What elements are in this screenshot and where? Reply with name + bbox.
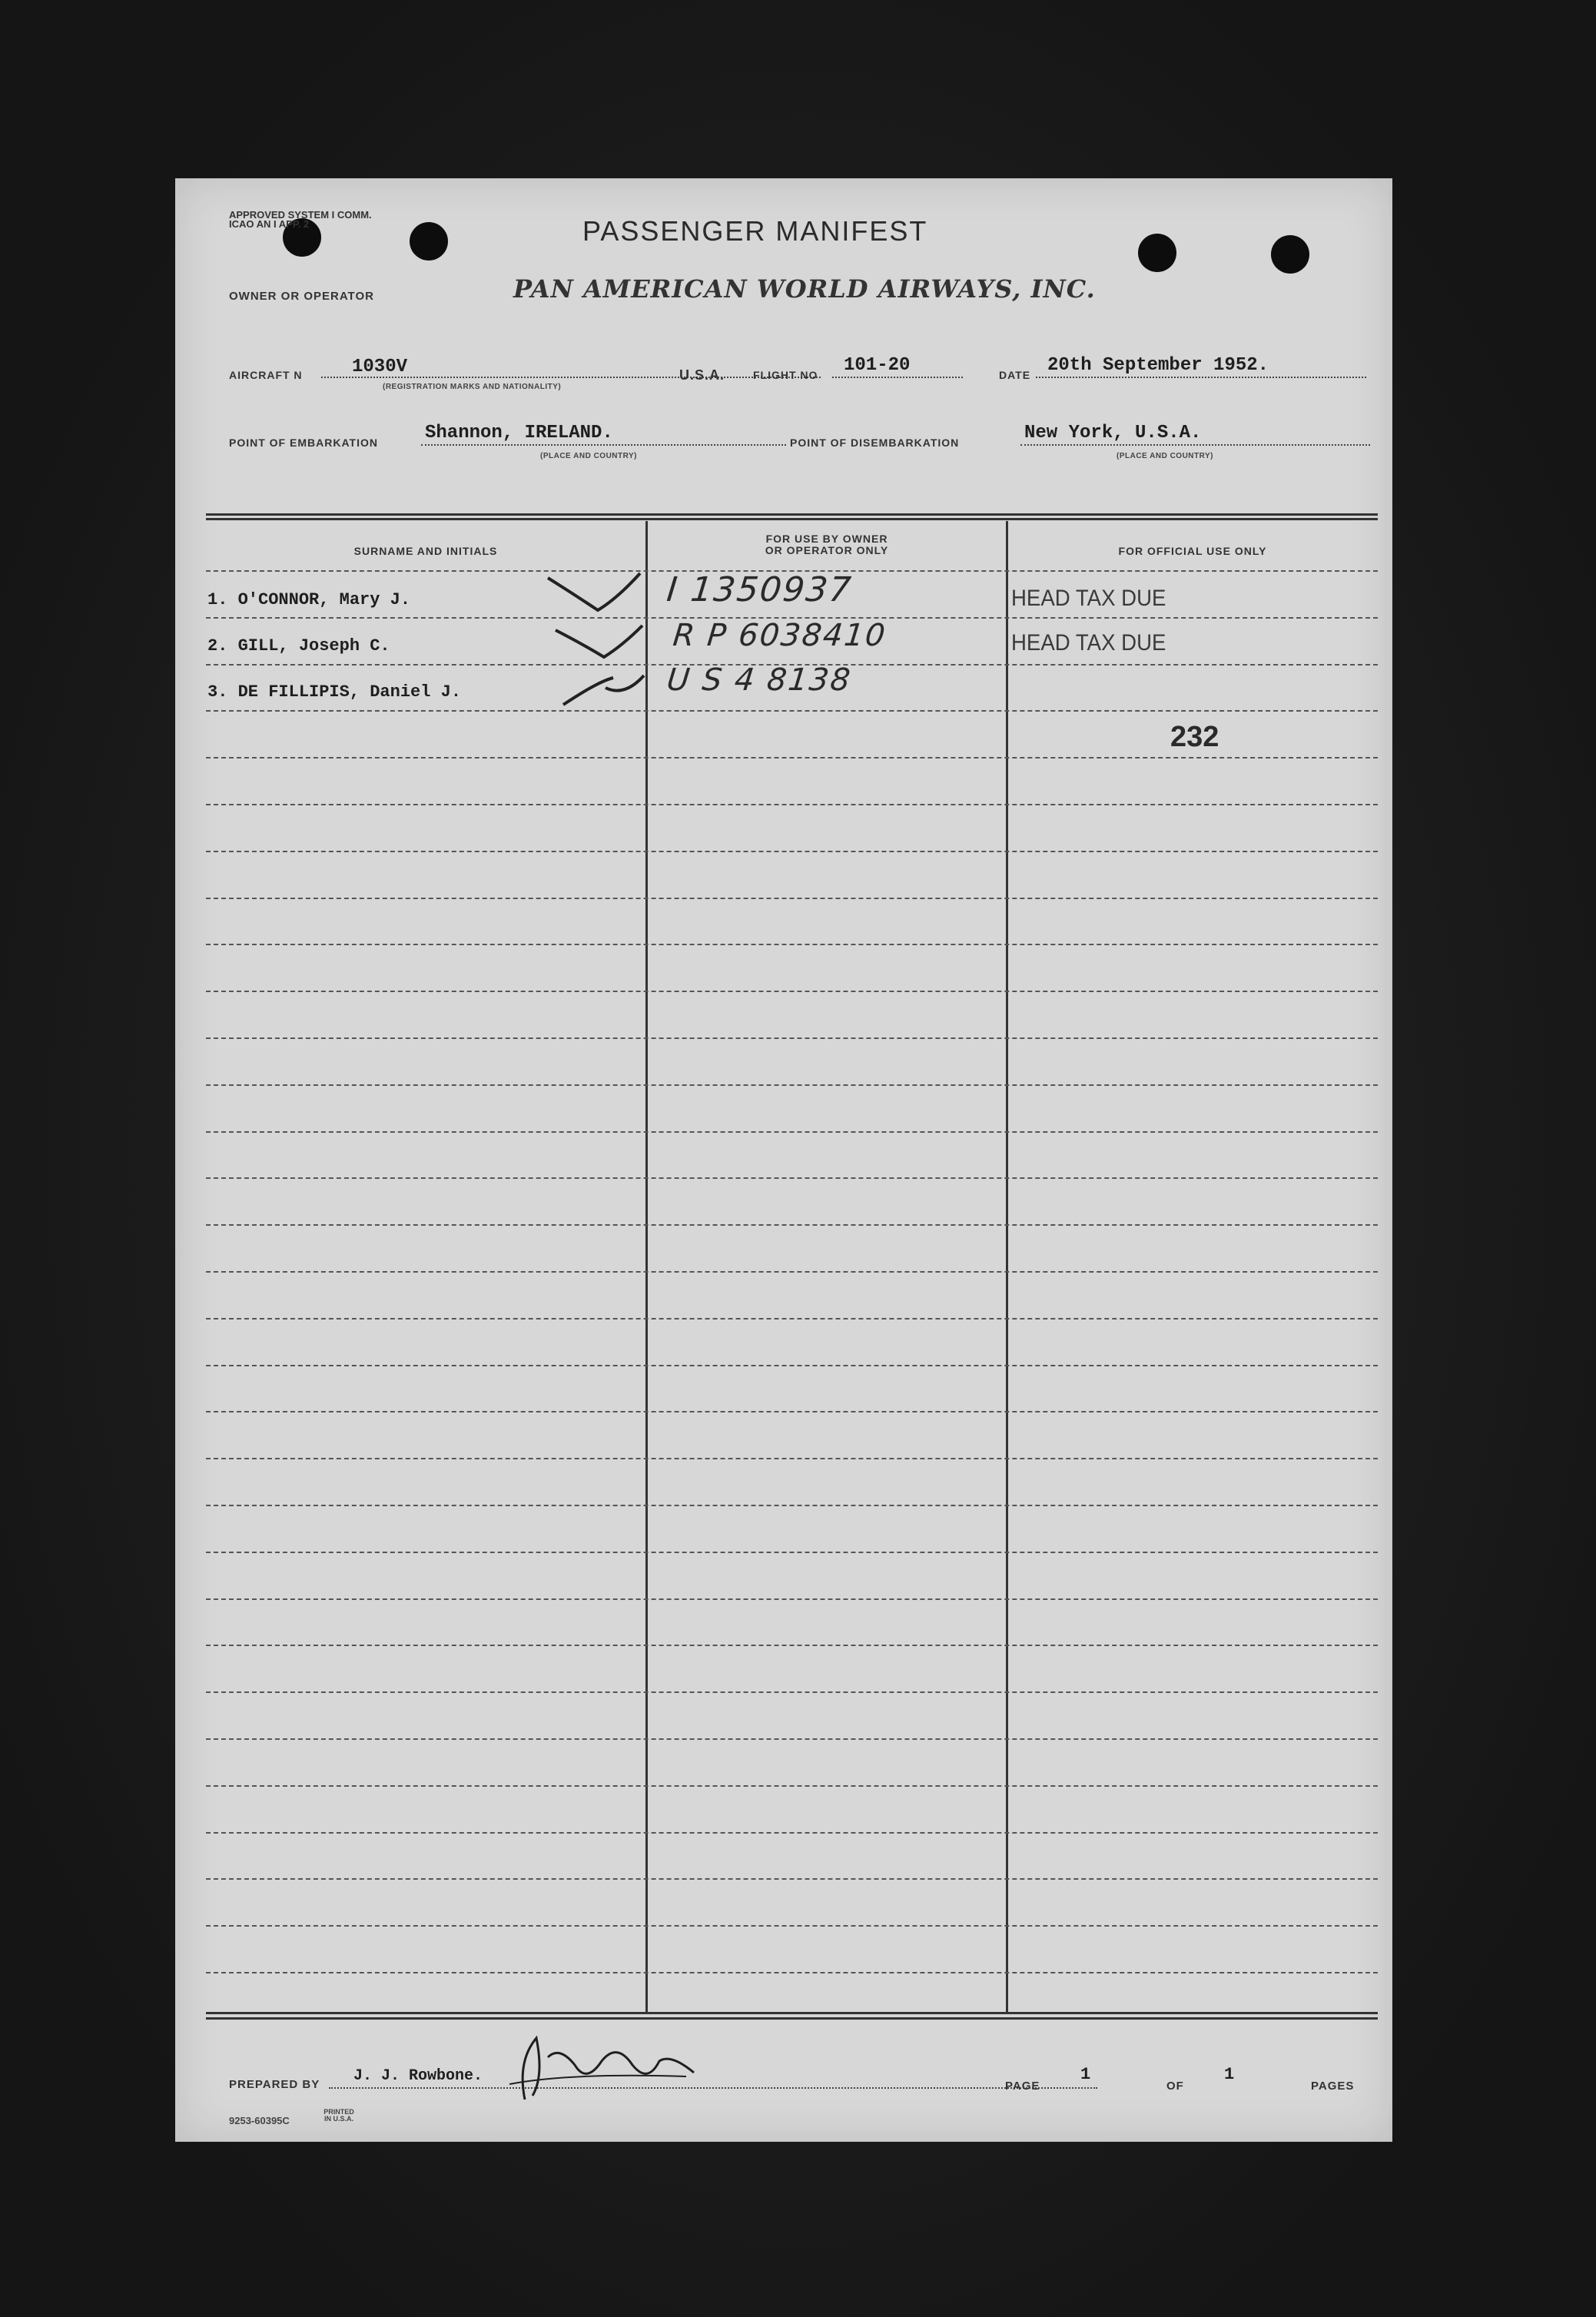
table-row <box>206 1318 1378 1319</box>
table-top-rule <box>206 513 1378 516</box>
check-mark-icon <box>552 622 648 665</box>
column-header-surname: SURNAME AND INITIALS <box>353 545 498 557</box>
punch-hole <box>1271 235 1309 274</box>
check-mark-icon <box>544 572 648 618</box>
table-row <box>206 1645 1378 1646</box>
punch-hole <box>410 222 448 261</box>
manifest-page <box>175 178 1392 2142</box>
flight-label: FLIGHT NO <box>753 369 818 381</box>
embarkation-label: POINT OF EMBARKATION <box>229 437 378 449</box>
approval-note: APPROVED SYSTEM I COMM. ICAO AN I APP. 2 <box>229 209 372 230</box>
table-row <box>206 1131 1378 1133</box>
column-header-owner-use-line2: OR OPERATOR ONLY <box>765 544 889 556</box>
table-row <box>206 1365 1378 1366</box>
passenger-name: 3. DE FILLIPIS, Daniel J. <box>207 682 462 702</box>
table-row <box>206 1738 1378 1740</box>
table-top-rule-2 <box>206 518 1378 520</box>
passenger-document-number: U S 4 8138 <box>665 662 854 698</box>
page-label: PAGE <box>1005 2080 1040 2093</box>
passenger-name: 2. GILL, Joseph C. <box>207 636 390 656</box>
disembarkation-sublabel: (PLACE AND COUNTRY) <box>1117 452 1213 460</box>
table-row <box>206 1458 1378 1459</box>
flight-value: 101-20 <box>844 355 911 376</box>
official-note: 232 <box>1170 721 1219 753</box>
table-row <box>206 944 1378 945</box>
column-header-official: FOR OFFICIAL USE ONLY <box>1118 545 1267 557</box>
table-bottom-rule-2 <box>206 2017 1378 2020</box>
page-number: 1 <box>1080 2065 1091 2084</box>
signature-icon <box>502 2030 702 2107</box>
usa-label: U.S.A. <box>679 367 725 383</box>
table-row <box>206 1505 1378 1506</box>
airline-name: PAN AMERICAN WORLD AIRWAYS, INC. <box>513 274 1096 304</box>
aircraft-value: 1030V <box>352 357 408 377</box>
aircraft-label: AIRCRAFT N <box>229 369 303 381</box>
embarkation-value: Shannon, IRELAND. <box>425 423 613 443</box>
passenger-document-number: I 1350937 <box>665 570 854 609</box>
check-mark-icon <box>559 674 648 712</box>
embarkation-sublabel: (PLACE AND COUNTRY) <box>540 452 637 460</box>
embarkation-underline <box>421 444 786 446</box>
table-row <box>206 991 1378 992</box>
official-stamp: HEAD TAX DUE <box>1011 630 1166 656</box>
flight-underline <box>832 377 963 378</box>
column-header-owner-use-line1: FOR USE BY OWNER <box>765 533 888 545</box>
of-label: OF <box>1166 2080 1184 2093</box>
table-row <box>206 1552 1378 1553</box>
table-row <box>206 1785 1378 1787</box>
table-row <box>206 898 1378 899</box>
table-row <box>206 851 1378 852</box>
prepared-by-value: J. J. Rowbone. <box>353 2067 483 2085</box>
total-pages: 1 <box>1224 2065 1235 2084</box>
official-stamp: HEAD TAX DUE <box>1011 586 1166 611</box>
registration-sublabel: (REGISTRATION MARKS AND NATIONALITY) <box>383 383 562 391</box>
table-row <box>206 1878 1378 1880</box>
pages-label: PAGES <box>1311 2080 1355 2093</box>
disembarkation-value: New York, U.S.A. <box>1024 423 1202 443</box>
date-value: 20th September 1952. <box>1047 355 1269 376</box>
prepared-by-label: PREPARED BY <box>229 2078 320 2091</box>
column-header-owner-use <box>648 533 1006 556</box>
table-row <box>206 1224 1378 1226</box>
table-row <box>206 1037 1378 1039</box>
table-row <box>206 1084 1378 1086</box>
owner-label: OWNER OR OPERATOR <box>229 290 374 303</box>
passenger-name: 1. O'CONNOR, Mary J. <box>207 590 411 609</box>
table-row <box>206 1832 1378 1834</box>
table-row <box>206 1691 1378 1693</box>
date-label: DATE <box>999 369 1031 381</box>
form-number: 9253-60395C <box>229 2115 290 2126</box>
disembarkation-label: POINT OF DISEMBARKATION <box>790 437 960 449</box>
table-row <box>206 1411 1378 1412</box>
prepared-underline <box>329 2087 1097 2089</box>
column-divider <box>1006 521 1008 2012</box>
punch-hole <box>1138 234 1176 272</box>
table-row <box>206 804 1378 805</box>
table-row <box>206 710 1378 712</box>
table-row <box>206 1972 1378 1973</box>
column-divider <box>645 521 648 2012</box>
table-row <box>206 1177 1378 1179</box>
table-row <box>206 757 1378 759</box>
disembarkation-underline <box>1020 444 1370 446</box>
table-row <box>206 1925 1378 1927</box>
table-row <box>206 1598 1378 1600</box>
printed-mark: PRINTED IN U.S.A. <box>324 2108 354 2123</box>
date-underline <box>1036 377 1366 378</box>
form-title: PASSENGER MANIFEST <box>582 215 928 247</box>
table-bottom-rule <box>206 2012 1378 2014</box>
passenger-document-number: R P 6038410 <box>671 618 888 653</box>
table-row <box>206 1271 1378 1273</box>
